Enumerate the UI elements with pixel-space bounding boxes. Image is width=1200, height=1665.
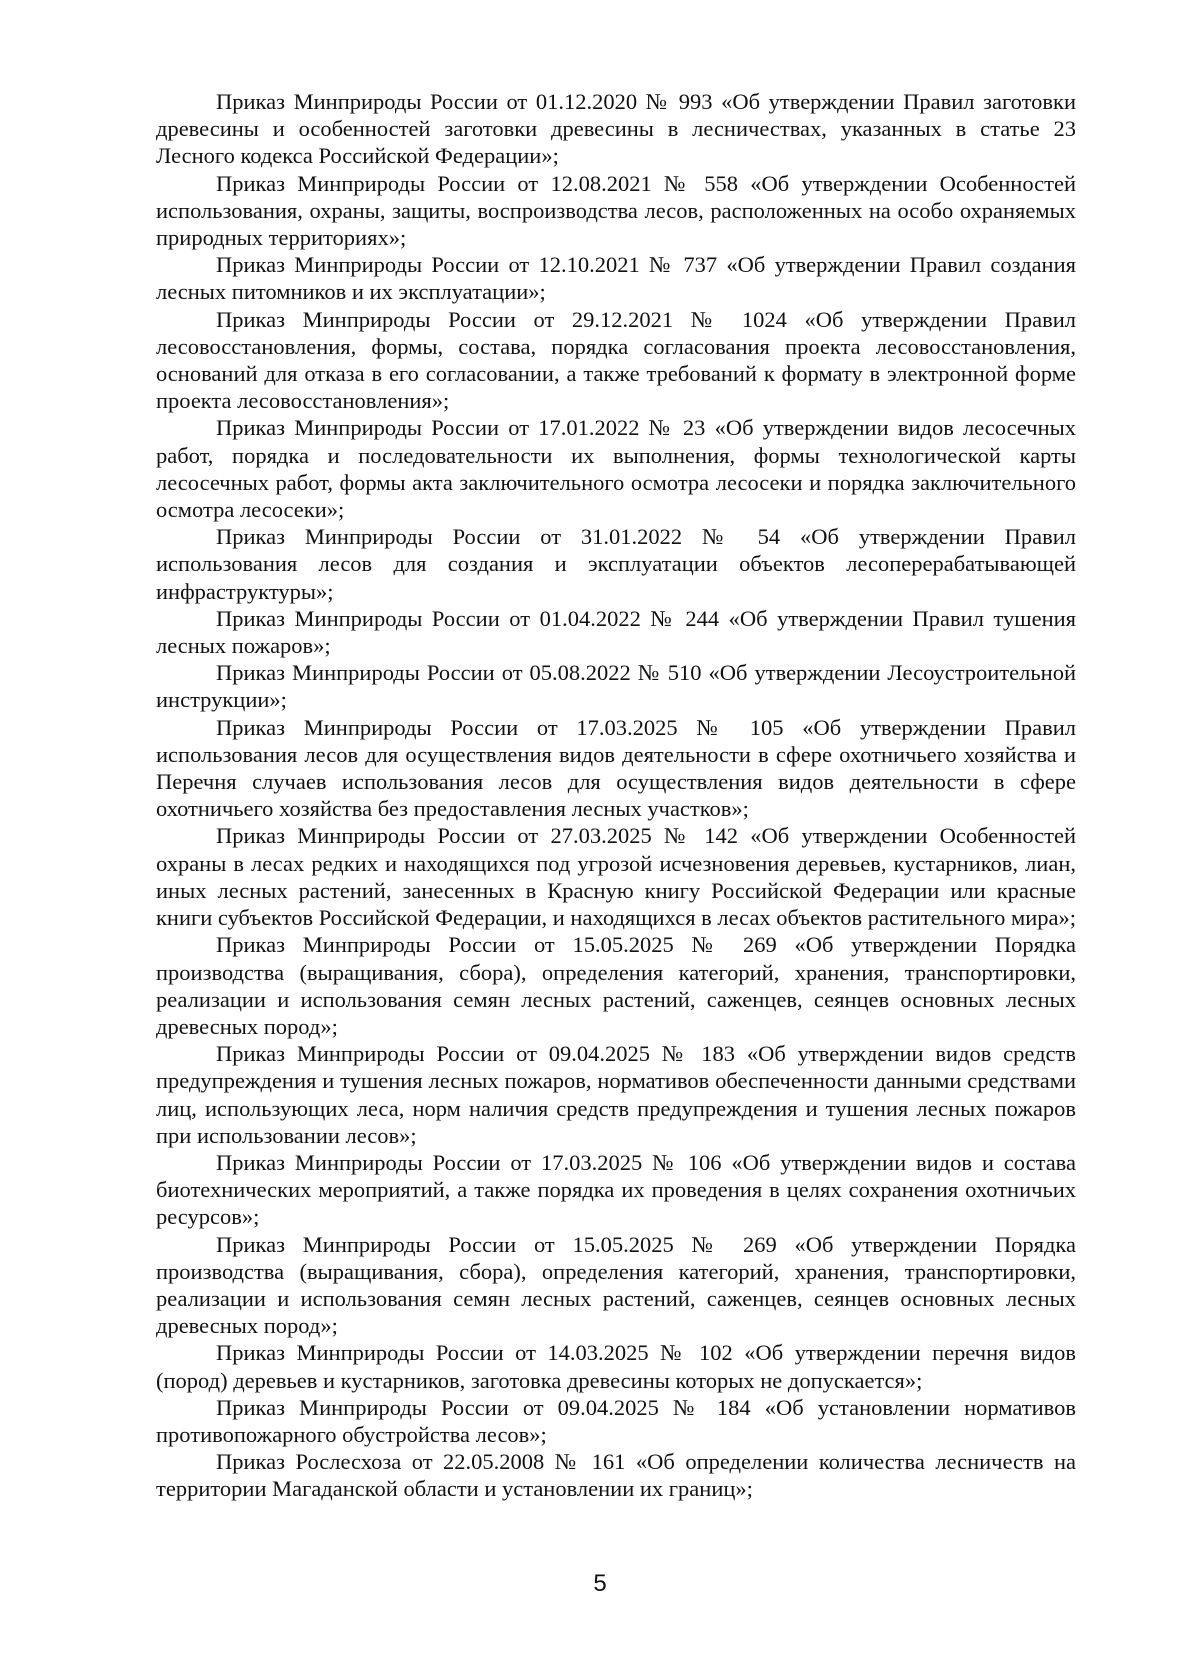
paragraph-order-510: Приказ Минприроды России от 05.08.2022 № 510 «Об утверждении Лесоустроительной инструкции»;: [156, 660, 1076, 713]
paragraph-order-558: Приказ Минприроды России от 12.08.2021 № 558 «Об утверждении Особенностей использования, охраны, защиты, воспроизводства лесов, расположенных на особо охраняемых природных территориях»;: [156, 170, 1076, 251]
paragraph-order-184: Приказ Минприроды России от 09.04.2025 № 184 «Об установлении нормативов противопожарного обустройства лесов»;: [156, 1394, 1076, 1447]
paragraph-order-183: Приказ Минприроды России от 09.04.2025 № 183 «Об утверждении видов средств предупреждения и тушения лесных пожаров, нормативов обеспеченности данными средствами лиц, использующих леса, норм наличия средств предупреждения и тушения лесных пожаров при использовании лесов»;: [156, 1041, 1076, 1148]
page-number: 5: [593, 1570, 607, 1597]
paragraph-order-105: Приказ Минприроды России от 17.03.2025 № 105 «Об утверждении Правил использования лесов для осуществления видов деятельности в сфере охотничьего хозяйства и Перечня случаев использования лесов для осуществления видов деятельности в сфере охотничьего хозяйства без предоставления лесных участков»;: [156, 714, 1076, 822]
paragraph-order-244: Приказ Минприроды России от 01.04.2022 № 244 «Об утверждении Правил тушения лесных пожаров»;: [156, 605, 1076, 659]
paragraph-order-102: Приказ Минприроды России от 14.03.2025 № 102 «Об утверждении перечня видов (пород) деревьев и кустарников, заготовка древесины которых не допускается»;: [156, 1340, 1076, 1393]
paragraph-order-269-first: Приказ Минприроды России от 15.05.2025 № 269 «Об утверждении Порядка производства (выращивания, сбора), определения категорий, хранения, транспортировки, реализации и использования семян лесных растений, саженцев, сеянцев основных лесных древесных пород»;: [156, 932, 1076, 1039]
paragraph-order-1024: Приказ Минприроды России от 29.12.2021 № 1024 «Об утверждении Правил лесовосстановления, формы, состава, порядка согласования проекта лесовосстановления, оснований для отказа в его согласовании, а также требований к формату в электронной форме проекта лесовосстановления»;: [156, 306, 1076, 414]
paragraph-rosleshoz-order-161: Приказ Рослесхоза от 22.05.2008 № 161 «Об определении количества лесничеств на территории Магаданской области и установлении их границ»;: [156, 1449, 1076, 1502]
paragraph-order-269-second: Приказ Минприроды России от 15.05.2025 № 269 «Об утверждении Порядка производства (выращивания, сбора), определения категорий, хранения, транспортировки, реализации и использования семян лесных растений, саженцев, сеянцев основных лесных древесных пород»;: [156, 1231, 1076, 1339]
paragraph-order-993: Приказ Минприроды России от 01.12.2020 № 993 «Об утверждении Правил заготовки древесины и особенностей заготовки древесины в лесничествах, указанных в статье 23 Лесного кодекса Российской Федерации»;: [156, 89, 1076, 169]
paragraph-order-142: Приказ Минприроды России от 27.03.2025 № 142 «Об утверждении Особенностей охраны в лесах редких и находящихся под угрозой исчезновения деревьев, кустарников, лиан, иных лесных растений, занесенных в Красную книгу Российской Федерации или красные книги субъектов Российской Федерации, и находящихся в лесах объектов растительного мира»;: [156, 823, 1076, 931]
document-body: [156, 88, 1076, 1503]
paragraph-order-54: Приказ Минприроды России от 31.01.2022 № 54 «Об утверждении Правил использования лесов для создания и эксплуатации объектов лесоперерабатывающей инфраструктуры»;: [156, 524, 1076, 604]
paragraph-order-106: Приказ Минприроды России от 17.03.2025 № 106 «Об утверждении видов и состава биотехнических мероприятий, а также порядка их проведения в целях сохранения охотничьих ресурсов»;: [156, 1149, 1076, 1230]
paragraph-order-23: Приказ Минприроды России от 17.01.2022 № 23 «Об утверждении видов лесосечных работ, порядка и последовательности их выполнения, формы технологической карты лесосечных работ, формы акта заключительного осмотра лесосеки и порядка заключительного осмотра лесосеки»;: [156, 415, 1076, 523]
paragraph-order-737: Приказ Минприроды России от 12.10.2021 № 737 «Об утверждении Правил создания лесных питомников и их эксплуатации»;: [156, 252, 1076, 305]
